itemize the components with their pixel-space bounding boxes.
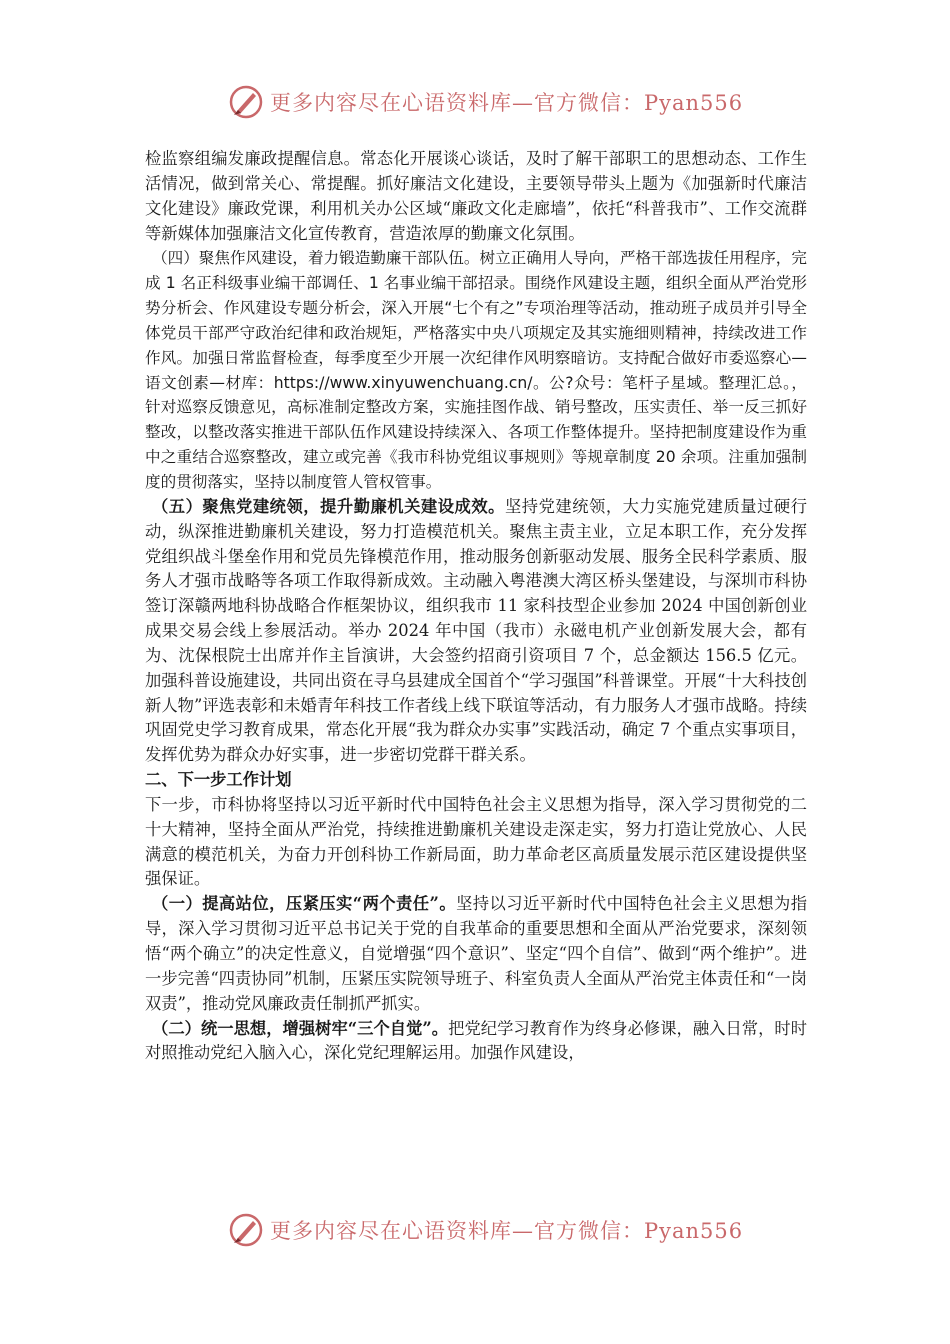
section-heading: （二）统一思想，增强树牢“三个自觉”。	[152, 1018, 449, 1038]
paragraph: 检监察组编发廉政提醒信息。常态化开展谈心谈话，及时了解干部职工的思想动态、工作生活情况，做到常关心、常提醒。抓好廉洁文化建设，主要领导带头上题为《加强新时代廉洁文化建设》廉政党课，利用机关办公区域“廉政文化走廊墙”，依托“科普我市”、工作交流群等新媒体加强廉洁文化宣传教育，营造浓厚的勤廉文化氛围。	[145, 149, 807, 243]
paragraph	[145, 892, 807, 1016]
section-heading: （一）提高站位，压紧压实“两个责任”。	[152, 894, 457, 914]
footer-watermark-banner	[0, 1208, 950, 1252]
paragraph	[145, 495, 807, 768]
paragraph: 下一步，市科协将坚持以习近平新时代中国特色社会主义思想为指导，深入学习贯彻党的二十大精神，坚持全面从严治党，持续推进勤廉机关建设走深走实，努力打造让党放心、人民满意的模范机关，为奋力开创科协工作新局面，助力革命老区高质量发展示范区建设提供坚强保证。	[145, 794, 807, 889]
section-body: 坚持以习近平新时代中国特色社会主义思想为指导，深入学习贯彻习近平总书记关于党的自我革命的重要思想和全面从严治党要求，深刻领悟“两个确立”的决定性意义，自觉增强“四个意识”、坚定“四个自信”、做到“两个维护”。进一步完善“四责协同”机制，压紧压实院领导班子、科室负责人全面从严治党主体责任和“一岗双责”，推动党风廉政责任制抓严抓实。	[145, 894, 807, 1013]
pen-stamp-logo-icon	[228, 1212, 264, 1248]
paragraph: （四）聚焦作风建设，着力锻造勤廉干部队伍。树立正确用人导向，严格干部选拔任用程序，完成 1 名正科级事业编干部调任、1 名事业编干部招录。围绕作风建设主题，组织全面从严治党形势分析会、作风建设专题分析会，深入开展“七个有之”专项治理等活动，推动班子成员并引导全体党员干部严守政治纪律和政治规矩，严格落实中央八项规定及其实施细则精神，持续改进工作作风。加强日常监督检查，每季度至少开展一次纪律作风明察暗访。支持配合做好市委巡察心—语文创素—材库：https://www.xinyuwenchuang.cn/。公?众号：笔杆子星域。整理汇总。，针对巡察反馈意见，高标准制定整改方案，实施挂图作战、销号整改，压实责任、举一反三抓好整改，以整改落实推进干部队伍作风建设持续深入、各项工作整体提升。坚持把制度建设作为重中之重结合巡察整改，建立或完善《我市科协党组议事规则》等规章制度 20 余项。注重加强制度的贯彻落实，坚持以制度管人管权管事。	[145, 249, 807, 491]
document-body	[145, 147, 807, 1066]
paragraph	[145, 1017, 807, 1067]
watermark-text: 更多内容尽在心语资料库—官方微信：Pyan556	[270, 91, 744, 115]
watermark-text: 更多内容尽在心语资料库—官方微信：Pyan556	[270, 1219, 744, 1243]
chapter-heading: 二、下一步工作计划	[145, 770, 292, 790]
section-heading: （五）聚焦党建统领，提升勤廉机关建设成效。	[152, 496, 505, 516]
section-body: 把党纪学习教育作为终身必修课，融入日常，时时对照推动党纪入脑入心，深化党纪理解运用。加强作风建设，	[145, 1018, 807, 1063]
header-watermark-banner	[0, 80, 950, 124]
pen-stamp-logo-icon	[228, 84, 264, 120]
section-body: 坚持党建统领，大力实施党建质量过硬行动，纵深推进勤廉机关建设，努力打造模范机关。聚焦主责主业，立足本职工作，充分发挥党组织战斗堡垒作用和党员先锋模范作用，推动服务创新驱动发展、服务全民科学素质、服务人才强市战略等各项工作取得新成效。主动融入粤港澳大湾区桥头堡建设，与深圳市科协签订深赣两地科协战略合作框架协议，组织我市 11 家科技型企业参加 2024 中国创新创业成果交易会线上参展活动。举办 2024 年中国（我市）永磁电机产业创新发展大会，都有为、沈保根院士出席并作主旨演讲，大会签约招商引资项目 7 个，总金额达 156.5 亿元。加强科普设施建设，共同出资在寻乌县建成全国首个“学习强国”科普课堂。开展“十大科技创新人物”评选表彰和未婚青年科技工作者线上线下联谊等活动，有力服务人才强市战略。持续巩固党史学习教育成果，常态化开展“我为群众办实事”实践活动，确定 7 个重点实事项目，发挥优势为群众办好实事，进一步密切党群干群关系。	[145, 496, 807, 765]
